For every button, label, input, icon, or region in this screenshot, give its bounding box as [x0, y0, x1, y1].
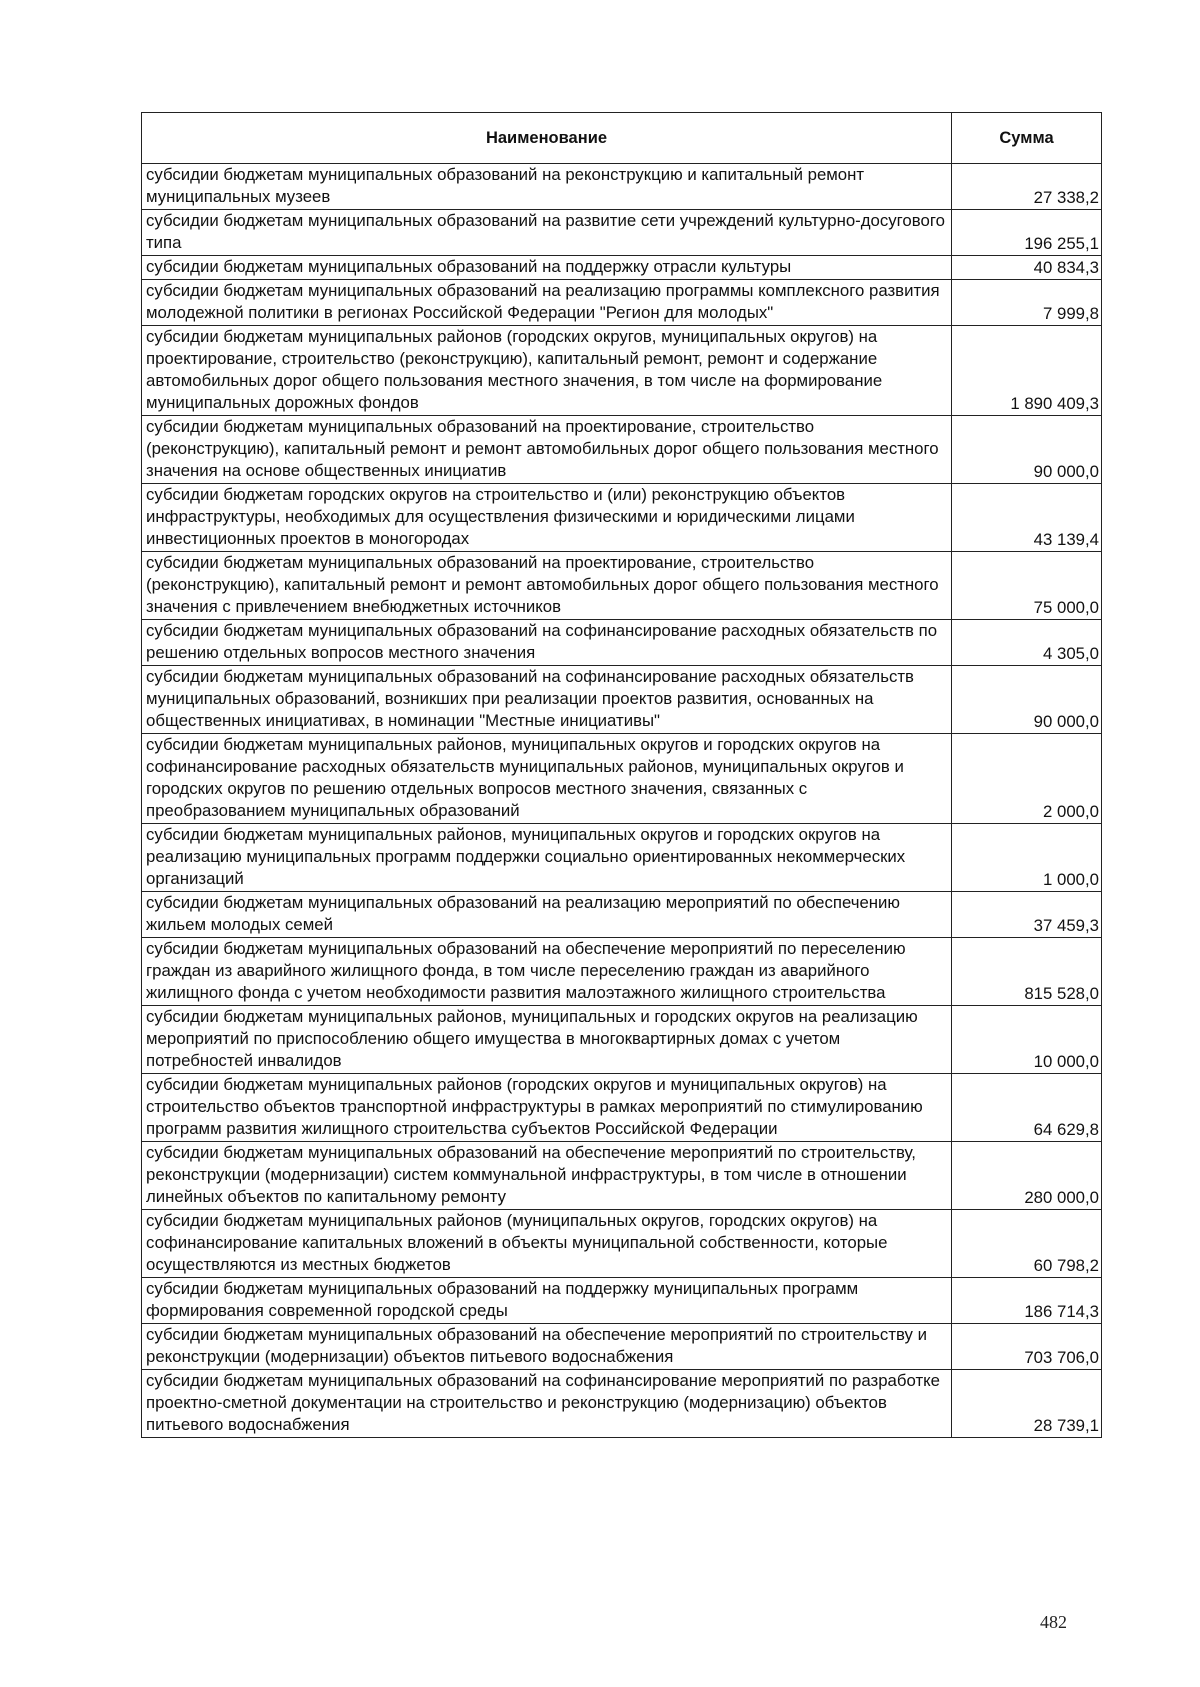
row-sum: 7 999,8	[952, 280, 1102, 326]
row-sum: 1 890 409,3	[952, 326, 1102, 416]
row-sum: 90 000,0	[952, 416, 1102, 484]
row-name: субсидии бюджетам муниципальных образований на проектирование, строительство (реконструкцию), капитальный ремонт и ремонт автомобильных дорог общего пользования местного значения на основе общественных инициатив	[142, 416, 952, 484]
row-name: субсидии бюджетам муниципальных образований на софинансирование расходных обязательств по решению отдельных вопросов местного значения	[142, 620, 952, 666]
row-sum: 90 000,0	[952, 666, 1102, 734]
table-row	[142, 256, 1102, 280]
row-name: субсидии бюджетам муниципальных образований на поддержку муниципальных программ формирования современной городской среды	[142, 1278, 952, 1324]
table-row	[142, 892, 1102, 938]
row-name: субсидии бюджетам муниципальных образований на поддержку отрасли культуры	[142, 256, 952, 280]
row-sum: 703 706,0	[952, 1324, 1102, 1370]
row-name: субсидии бюджетам муниципальных образований на обеспечение мероприятий по переселению граждан из аварийного жилищного фонда, в том числе переселению граждан из аварийного жилищного фонда с учетом необходимости развития малоэтажного жилищного строительства	[142, 938, 952, 1006]
budget-table	[141, 112, 1102, 1438]
table-row	[142, 1142, 1102, 1210]
table-header-row	[142, 113, 1102, 164]
table-row	[142, 164, 1102, 210]
table-row	[142, 416, 1102, 484]
row-name: субсидии бюджетам муниципальных районов, муниципальных и городских округов на реализацию мероприятий по приспособлению общего имущества в многоквартирных домах с учетом потребностей инвалидов	[142, 1006, 952, 1074]
table-row	[142, 484, 1102, 552]
row-name: субсидии бюджетам муниципальных образований на реконструкцию и капитальный ремонт муниципальных музеев	[142, 164, 952, 210]
row-name: субсидии бюджетам муниципальных районов, муниципальных округов и городских округов на реализацию муниципальных программ поддержки социально ориентированных некоммерческих организаций	[142, 824, 952, 892]
row-name: субсидии бюджетам муниципальных образований на обеспечение мероприятий по строительству и реконструкции (модернизации) объектов питьевого водоснабжения	[142, 1324, 952, 1370]
row-sum: 196 255,1	[952, 210, 1102, 256]
row-name: субсидии бюджетам муниципальных районов (городских округов, муниципальных округов) на проектирование, строительство (реконструкцию), капитальный ремонт, ремонт и содержание автомобильных дорог общего пользования местного значения, в том числе на формирование муниципальных дорожных фондов	[142, 326, 952, 416]
table-row	[142, 280, 1102, 326]
row-name: субсидии бюджетам муниципальных образований на софинансирование расходных обязательств муниципальных образований, возникших при реализации проектов развития, основанных на общественных инициативах, в номинации "Местные инициативы"	[142, 666, 952, 734]
row-sum: 60 798,2	[952, 1210, 1102, 1278]
row-sum: 43 139,4	[952, 484, 1102, 552]
table-row	[142, 1210, 1102, 1278]
row-sum: 27 338,2	[952, 164, 1102, 210]
row-sum: 75 000,0	[952, 552, 1102, 620]
table-row	[142, 210, 1102, 256]
table-row	[142, 1006, 1102, 1074]
row-sum: 1 000,0	[952, 824, 1102, 892]
row-name: субсидии бюджетам муниципальных образований на реализацию программы комплексного развития молодежной политики в регионах Российской Федерации "Регион для молодых"	[142, 280, 952, 326]
row-sum: 280 000,0	[952, 1142, 1102, 1210]
table-row	[142, 552, 1102, 620]
row-name: субсидии бюджетам муниципальных образований на софинансирование мероприятий по разработке проектно-сметной документации на строительство и реконструкцию (модернизацию) объектов питьевого водоснабжения	[142, 1370, 952, 1438]
page-number: 482	[1040, 1612, 1067, 1632]
row-sum: 40 834,3	[952, 256, 1102, 280]
table-row	[142, 1370, 1102, 1438]
row-name: субсидии бюджетам муниципальных образований на обеспечение мероприятий по строительству, реконструкции (модернизации) систем коммунальной инфраструктуры, в том числе в отношении линейных объектов по капитальному ремонту	[142, 1142, 952, 1210]
table-row	[142, 1278, 1102, 1324]
table-body	[142, 164, 1102, 1438]
row-sum: 28 739,1	[952, 1370, 1102, 1438]
table-row	[142, 1074, 1102, 1142]
row-sum: 64 629,8	[952, 1074, 1102, 1142]
table-row	[142, 1324, 1102, 1370]
row-sum: 37 459,3	[952, 892, 1102, 938]
table-row	[142, 938, 1102, 1006]
row-name: субсидии бюджетам муниципальных образований на реализацию мероприятий по обеспечению жильем молодых семей	[142, 892, 952, 938]
row-name: субсидии бюджетам муниципальных образований на развитие сети учреждений культурно-досугового типа	[142, 210, 952, 256]
row-name: субсидии бюджетам муниципальных районов (городских округов и муниципальных округов) на строительство объектов транспортной инфраструктуры в рамках мероприятий по стимулированию программ развития жилищного строительства субъектов Российской Федерации	[142, 1074, 952, 1142]
table-row	[142, 734, 1102, 824]
table-row	[142, 824, 1102, 892]
header-name: Наименование	[142, 113, 952, 164]
row-sum: 186 714,3	[952, 1278, 1102, 1324]
table-row	[142, 326, 1102, 416]
row-sum: 10 000,0	[952, 1006, 1102, 1074]
row-sum: 2 000,0	[952, 734, 1102, 824]
row-name: субсидии бюджетам муниципальных образований на проектирование, строительство (реконструкцию), капитальный ремонт и ремонт автомобильных дорог общего пользования местного значения с привлечением внебюджетных источников	[142, 552, 952, 620]
header-sum: Сумма	[952, 113, 1102, 164]
row-name: субсидии бюджетам муниципальных районов (муниципальных округов, городских округов) на софинансирование капитальных вложений в объекты муниципальной собственности, которые осуществляются из местных бюджетов	[142, 1210, 952, 1278]
row-name: субсидии бюджетам городских округов на строительство и (или) реконструкцию объектов инфраструктуры, необходимых для осуществления физическими и юридическими лицами инвестиционных проектов в моногородах	[142, 484, 952, 552]
table-row	[142, 620, 1102, 666]
row-sum: 4 305,0	[952, 620, 1102, 666]
row-name: субсидии бюджетам муниципальных районов, муниципальных округов и городских округов на софинансирование расходных обязательств муниципальных районов, муниципальных округов и городских округов по решению отдельных вопросов местного значения, связанных с преобразованием муниципальных образований	[142, 734, 952, 824]
table-row	[142, 666, 1102, 734]
row-sum: 815 528,0	[952, 938, 1102, 1006]
